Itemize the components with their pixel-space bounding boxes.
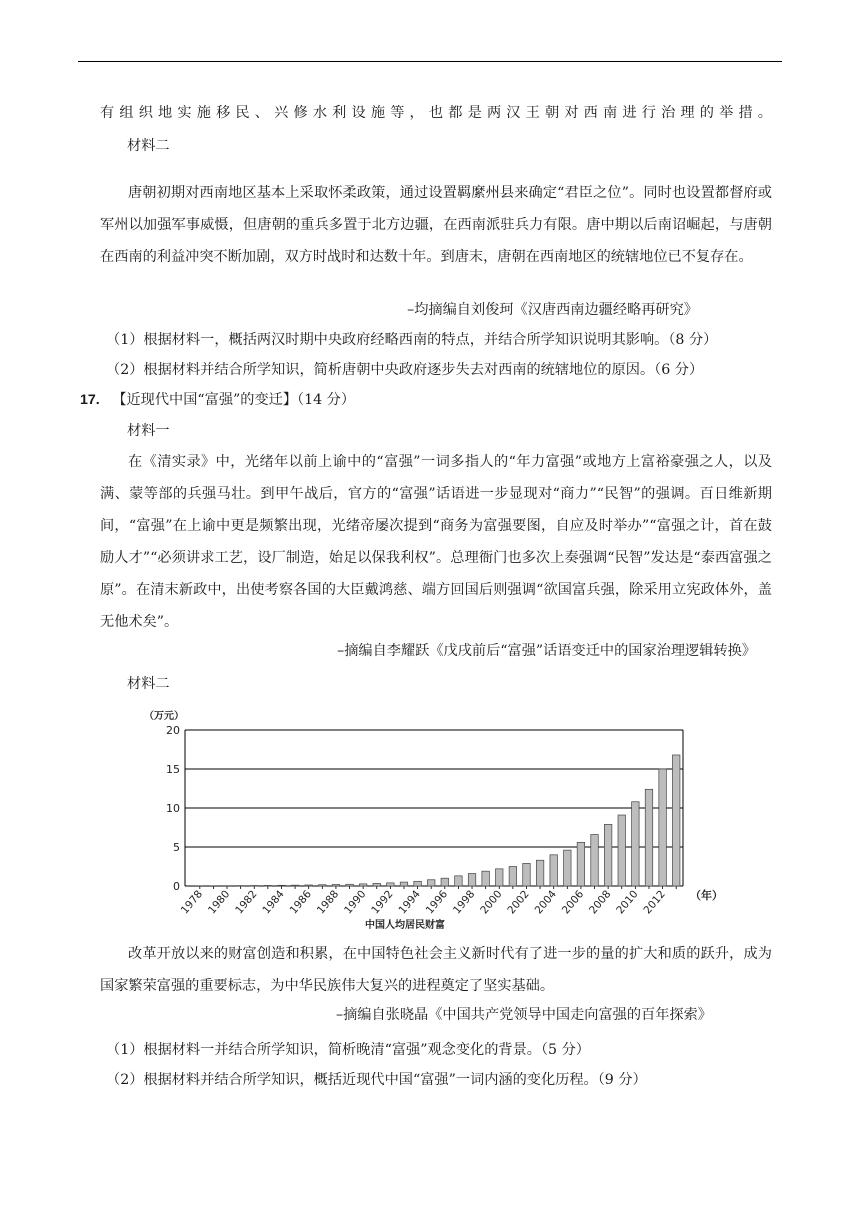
- bar: [400, 882, 407, 886]
- x-tick-label: 2006: [559, 888, 587, 917]
- bar: [482, 871, 489, 886]
- question-number: 17.: [80, 392, 100, 408]
- x-tick-label: 1984: [260, 888, 287, 917]
- question-title: 【近现代中国“富强”的变迁】（14 分）: [112, 392, 356, 408]
- material-paragraph: 在《清实录》中，光绪年以前上谕中的“富强”一词多指人的“年力富强”或地方上富裕豪强之人，以及满、蒙等部的兵强马壮。到甲午战后，官方的“富强”话语进一步显现对“商力”“民智”的强调。百日维新期间，“富强”在上谕中更是频繁出现，光绪帝屡次提到“商务为富强要图，自应及时举办”“富强之计，首在鼓励人才”“必须讲求工艺，设厂制造，始足以保我利权”。总理衙门也多次上奏强调“民智”发达是“泰西富强之原”。在清末新政中，出使考察各国的大臣戴鸿慈、端方回国后则强调“欲国富兵强，除采用立宪政体外，盖无他术矣”。: [100, 454, 772, 630]
- x-tick-label: 1994: [396, 888, 423, 917]
- x-tick-label: 2002: [505, 888, 532, 917]
- material-source: –摘编自张晓晶《中国共产党领导中国走向富强的百年探索》: [336, 1007, 712, 1023]
- x-tick-label: 2010: [614, 888, 641, 917]
- y-axis-unit: （万元）: [144, 711, 184, 722]
- header-rule: [78, 61, 782, 62]
- bar: [618, 815, 625, 886]
- y-tick-label: 0: [173, 880, 180, 893]
- y-tick-label: 20: [166, 724, 180, 737]
- bar: [251, 886, 258, 887]
- x-tick-label: 1988: [314, 888, 342, 917]
- bar: [305, 885, 312, 886]
- bar: [496, 869, 503, 886]
- bar: [196, 886, 203, 887]
- sub-question-1: （1）根据材料一并结合所学知识，简析晚清“富强”观念变化的背景。（5 分）: [106, 1042, 590, 1058]
- x-tick-label: 1980: [205, 888, 233, 917]
- bar: [645, 789, 652, 886]
- question-17-heading: [80, 390, 355, 410]
- bar: [319, 885, 326, 886]
- bar: [441, 878, 448, 886]
- bar: [536, 860, 543, 886]
- bar: [659, 769, 666, 886]
- x-tick-label: 1990: [342, 888, 369, 917]
- bar: [373, 883, 380, 886]
- continuation-text: 有组织地实施移民、兴修水利设施等，也都是两汉王朝对西南进行治理的举措。: [100, 105, 772, 121]
- y-tick-labels: [166, 724, 180, 893]
- bar: [346, 884, 353, 886]
- material-source: –摘编自李耀跃《戊戌前后“富强”话语变迁中的国家治理逻辑转换》: [337, 643, 756, 659]
- bar: [604, 824, 611, 886]
- bar: [591, 835, 598, 886]
- x-tick-label: 2000: [478, 888, 505, 917]
- bar: [414, 881, 421, 886]
- x-tick-label: 1978: [178, 888, 206, 917]
- bar: [468, 874, 475, 886]
- bar: [427, 880, 434, 886]
- chart-title: 中国人均居民财富: [365, 920, 445, 931]
- x-tick-label: 2008: [587, 888, 614, 917]
- material-paragraph: 唐朝初期对西南地区基本上采取怀柔政策，通过设置羁縻州县来确定“君臣之位”。同时也设置都督府或军州以加强军事威慑，但唐朝的重兵多置于北方边疆，在西南派驻兵力有限。唐中期以后南诏崛起，与唐朝在西南的利益冲突不断加剧，双方时战时和达数十年。到唐末，唐朝在西南地区的统辖地位已不复存在。: [100, 185, 772, 265]
- x-tick-label: 1996: [423, 888, 451, 917]
- bar: [632, 802, 639, 886]
- x-tick-labels: [179, 888, 668, 916]
- bars: [196, 755, 680, 886]
- x-tick-label: 1986: [287, 888, 314, 917]
- material-label: 材料二: [127, 138, 170, 154]
- x-tick-label: 2012: [641, 888, 668, 917]
- bar: [550, 855, 557, 886]
- bar: [264, 885, 271, 886]
- sub-question-1: （1）根据材料一，概括两汉时期中央政府经略西南的特点，并结合所学知识说明其影响。（8 分）: [106, 332, 718, 348]
- bar: [210, 886, 217, 887]
- bar: [577, 842, 584, 886]
- wealth-bar-chart: [130, 700, 730, 940]
- bar: [564, 850, 571, 886]
- x-tick-label: 2004: [532, 888, 559, 917]
- material-label: 材料二: [127, 676, 170, 692]
- x-axis-unit: （年）: [690, 889, 723, 902]
- bar: [332, 885, 339, 886]
- sub-question-2: （2）根据材料并结合所学知识，概括近现代中国“富强”一词内涵的变化历程。（9 分）: [106, 1072, 647, 1088]
- bar: [523, 863, 530, 886]
- material-label: 材料一: [127, 423, 170, 439]
- bar: [509, 867, 516, 887]
- bar: [387, 883, 394, 886]
- sub-question-2: （2）根据材料并结合所学知识，简析唐朝中央政府逐步失去对西南的统辖地位的原因。（6 分）: [106, 362, 704, 378]
- x-tick-label: 1992: [369, 888, 396, 917]
- y-tick-label: 15: [166, 763, 180, 776]
- bar: [223, 886, 230, 887]
- x-tick-label: 1998: [450, 888, 478, 917]
- x-tick-label: 1982: [233, 888, 260, 917]
- bar: [359, 884, 366, 886]
- bar: [278, 885, 285, 886]
- bar: [672, 755, 679, 886]
- y-tick-label: 5: [173, 841, 180, 854]
- y-tick-label: 10: [166, 802, 180, 815]
- bar: [455, 876, 462, 886]
- bar: [237, 886, 244, 887]
- bar: [291, 885, 298, 886]
- material-source: –均摘编自刘俊珂《汉唐西南边疆经略再研究》: [407, 302, 698, 318]
- material-paragraph: 改革开放以来的财富创造和积累，在中国特色社会主义新时代有了进一步的量的扩大和质的跃升，成为国家繁荣富强的重要标志，为中华民族伟大复兴的进程奠定了坚实基础。: [100, 946, 772, 994]
